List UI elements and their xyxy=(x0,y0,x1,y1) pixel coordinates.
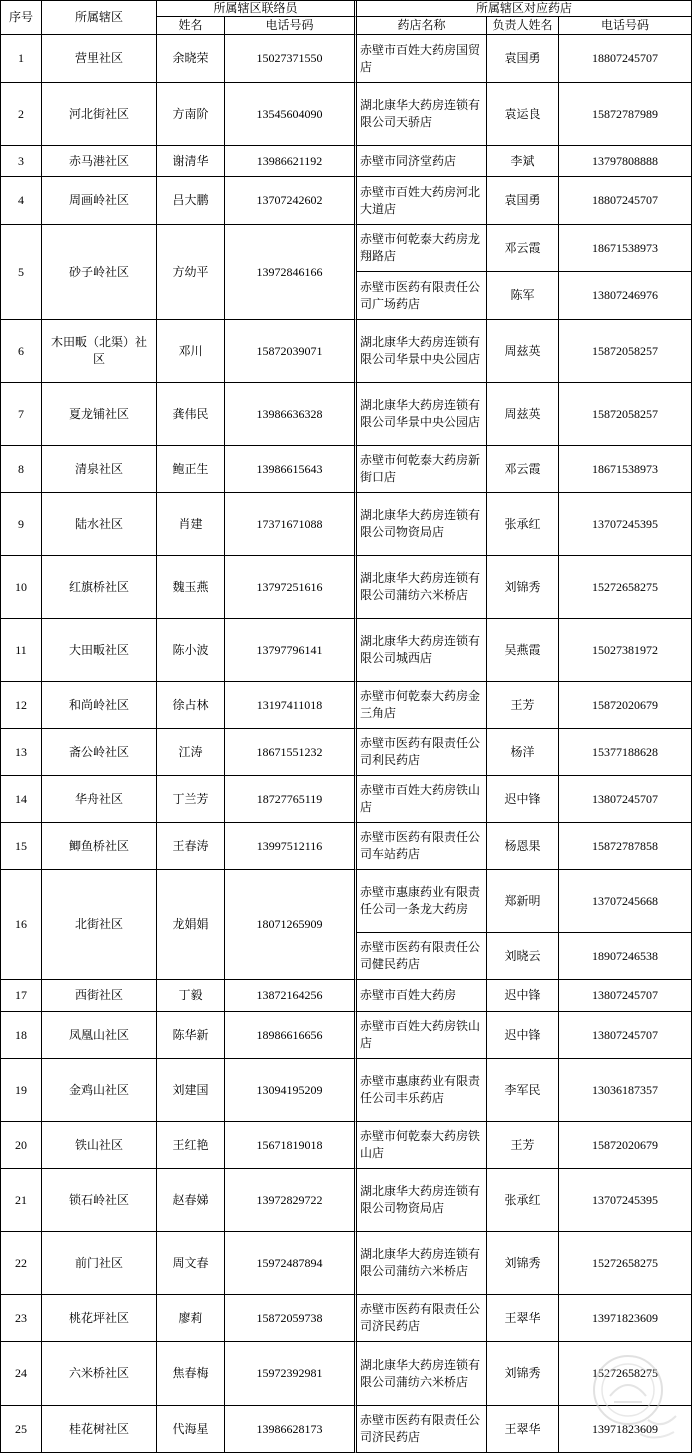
liaison-name: 鲍正生 xyxy=(157,446,225,493)
pharmacy-manager: 袁国勇 xyxy=(487,177,559,225)
row-number: 15 xyxy=(1,823,42,870)
pharmacy-phone: 15872058257 xyxy=(559,383,692,446)
liaison-phone: 13197411018 xyxy=(225,682,357,729)
row-number: 23 xyxy=(1,1295,42,1342)
liaison-name: 余晓荣 xyxy=(157,35,225,83)
liaison-name: 周文春 xyxy=(157,1232,225,1295)
district-name: 夏龙铺社区 xyxy=(42,383,157,446)
district-name: 大田畈社区 xyxy=(42,619,157,682)
liaison-name: 陈华新 xyxy=(157,1012,225,1059)
liaison-phone: 13997512116 xyxy=(225,823,357,870)
pharmacy-name: 湖北康华大药房连锁有限公司华景中央公园店 xyxy=(357,320,487,383)
pharmacy-manager: 郑新明 xyxy=(487,870,559,933)
liaison-phone: 18671551232 xyxy=(225,729,357,776)
pharmacy-name: 赤壁市百姓大药房 xyxy=(357,980,487,1012)
pharmacy-name: 赤壁市何乾泰大药房铁山店 xyxy=(357,1122,487,1169)
pharmacy-phone: 13971823609 xyxy=(559,1295,692,1342)
pharmacy-manager: 李斌 xyxy=(487,146,559,177)
liaison-phone: 15872059738 xyxy=(225,1295,357,1342)
liaison-phone: 18071265909 xyxy=(225,870,357,980)
liaison-name: 王春涛 xyxy=(157,823,225,870)
pharmacy-name: 赤壁市惠康药业有限责任公司一条龙大药房 xyxy=(357,870,487,933)
liaison-name: 王红艳 xyxy=(157,1122,225,1169)
row-number: 2 xyxy=(1,83,42,146)
liaison-phone: 13972829722 xyxy=(225,1169,357,1232)
pharmacy-manager: 王芳 xyxy=(487,682,559,729)
liaison-phone: 13986636328 xyxy=(225,383,357,446)
pharmacy-name: 赤壁市百姓大药房国贸店 xyxy=(357,35,487,83)
district-name: 六米桥社区 xyxy=(42,1342,157,1406)
row-number: 11 xyxy=(1,619,42,682)
liaison-phone: 15671819018 xyxy=(225,1122,357,1169)
pharmacy-phone: 13807246976 xyxy=(559,272,692,320)
pharmacy-manager: 迟中锋 xyxy=(487,980,559,1012)
liaison-phone: 13707242602 xyxy=(225,177,357,225)
district-name: 北街社区 xyxy=(42,870,157,980)
liaison-name: 肖建 xyxy=(157,493,225,556)
header-liaison-group: 所属辖区联络员 xyxy=(157,1,357,17)
pharmacy-manager: 刘锦秀 xyxy=(487,556,559,619)
district-name: 华舟社区 xyxy=(42,776,157,823)
district-name: 清泉社区 xyxy=(42,446,157,493)
pharmacy-name: 湖北康华大药房连锁有限公司蒲纺六米桥店 xyxy=(357,1232,487,1295)
pharmacy-manager: 张承红 xyxy=(487,1169,559,1232)
pharmacy-manager: 迟中锋 xyxy=(487,1012,559,1059)
pharmacy-phone: 18807245707 xyxy=(559,35,692,83)
liaison-name: 徐占林 xyxy=(157,682,225,729)
pharmacy-name: 赤壁市医药有限责任公司济民药店 xyxy=(357,1406,487,1453)
district-name: 河北街社区 xyxy=(42,83,157,146)
pharmacy-phone: 15872020679 xyxy=(559,1122,692,1169)
pharmacy-name: 湖北康华大药房连锁有限公司物资局店 xyxy=(357,1169,487,1232)
district-name: 凤凰山社区 xyxy=(42,1012,157,1059)
district-name: 红旗桥社区 xyxy=(42,556,157,619)
liaison-phone: 15972392981 xyxy=(225,1342,357,1406)
liaison-name: 丁兰芳 xyxy=(157,776,225,823)
liaison-name: 赵春娣 xyxy=(157,1169,225,1232)
pharmacy-manager: 刘晓云 xyxy=(487,933,559,980)
pharmacy-manager: 杨恩果 xyxy=(487,823,559,870)
liaison-phone: 13986621192 xyxy=(225,146,357,177)
pharmacy-phone: 13807245707 xyxy=(559,980,692,1012)
liaison-name: 方幼平 xyxy=(157,225,225,320)
pharmacy-manager: 李军民 xyxy=(487,1059,559,1122)
pharmacy-phone: 18807245707 xyxy=(559,177,692,225)
row-number: 24 xyxy=(1,1342,42,1406)
pharmacy-phone: 15872020679 xyxy=(559,682,692,729)
district-name: 砂子岭社区 xyxy=(42,225,157,320)
pharmacy-manager: 张承红 xyxy=(487,493,559,556)
pharmacy-manager: 袁国勇 xyxy=(487,35,559,83)
header-district: 所属辖区 xyxy=(42,1,157,35)
pharmacy-name: 湖北康华大药房连锁有限公司蒲纺六米桥店 xyxy=(357,1342,487,1406)
liaison-name: 龚伟民 xyxy=(157,383,225,446)
pharmacy-manager: 吴燕霞 xyxy=(487,619,559,682)
pharmacy-phone: 13707245395 xyxy=(559,1169,692,1232)
pharmacy-manager: 刘锦秀 xyxy=(487,1232,559,1295)
liaison-phone: 18727765119 xyxy=(225,776,357,823)
district-name: 鲫鱼桥社区 xyxy=(42,823,157,870)
row-number: 9 xyxy=(1,493,42,556)
header-liaison-name: 姓名 xyxy=(157,17,225,35)
header-pharmacy-group: 所属辖区对应药店 xyxy=(357,1,692,17)
header-index: 序号 xyxy=(1,1,42,35)
row-number: 22 xyxy=(1,1232,42,1295)
pharmacy-manager: 周兹英 xyxy=(487,383,559,446)
row-number: 3 xyxy=(1,146,42,177)
district-name: 金鸡山社区 xyxy=(42,1059,157,1122)
liaison-name: 谢清华 xyxy=(157,146,225,177)
liaison-name: 廖莉 xyxy=(157,1295,225,1342)
pharmacy-phone: 13707245395 xyxy=(559,493,692,556)
pharmacy-name: 湖北康华大药房连锁有限公司天骄店 xyxy=(357,83,487,146)
pharmacy-name: 湖北康华大药房连锁有限公司华景中央公园店 xyxy=(357,383,487,446)
pharmacy-manager: 杨洋 xyxy=(487,729,559,776)
pharmacy-name: 湖北康华大药房连锁有限公司物资局店 xyxy=(357,493,487,556)
pharmacy-manager: 王翠华 xyxy=(487,1295,559,1342)
pharmacy-phone: 13971823609 xyxy=(559,1406,692,1453)
row-number: 1 xyxy=(1,35,42,83)
row-number: 13 xyxy=(1,729,42,776)
pharmacy-name: 赤壁市百姓大药房铁山店 xyxy=(357,776,487,823)
liaison-name: 方南阶 xyxy=(157,83,225,146)
liaison-name: 焦春梅 xyxy=(157,1342,225,1406)
liaison-phone: 17371671088 xyxy=(225,493,357,556)
pharmacy-manager: 王芳 xyxy=(487,1122,559,1169)
pharmacy-name: 赤壁市何乾泰大药房新街口店 xyxy=(357,446,487,493)
liaison-phone: 13094195209 xyxy=(225,1059,357,1122)
district-name: 铁山社区 xyxy=(42,1122,157,1169)
pharmacy-name: 赤壁市医药有限责任公司利民药店 xyxy=(357,729,487,776)
district-name: 前门社区 xyxy=(42,1232,157,1295)
liaison-name: 吕大鹏 xyxy=(157,177,225,225)
district-name: 周画岭社区 xyxy=(42,177,157,225)
row-number: 14 xyxy=(1,776,42,823)
row-number: 12 xyxy=(1,682,42,729)
pharmacy-name: 赤壁市百姓大药房河北大道店 xyxy=(357,177,487,225)
pharmacy-name: 赤壁市医药有限责任公司健民药店 xyxy=(357,933,487,980)
district-name: 营里社区 xyxy=(42,35,157,83)
liaison-name: 陈小波 xyxy=(157,619,225,682)
pharmacy-manager: 王翠华 xyxy=(487,1406,559,1453)
district-name: 锁石岭社区 xyxy=(42,1169,157,1232)
pharmacy-phone: 18671538973 xyxy=(559,225,692,272)
pharmacy-phone: 15872787989 xyxy=(559,83,692,146)
district-name: 木田畈（北渠）社区 xyxy=(42,320,157,383)
pharmacy-name: 赤壁市惠康药业有限责任公司丰乐药店 xyxy=(357,1059,487,1122)
row-number: 16 xyxy=(1,870,42,980)
district-name: 和尚岭社区 xyxy=(42,682,157,729)
pharmacy-manager: 邓云霞 xyxy=(487,446,559,493)
row-number: 4 xyxy=(1,177,42,225)
liaison-phone: 15972487894 xyxy=(225,1232,357,1295)
liaison-phone: 13986615643 xyxy=(225,446,357,493)
pharmacy-manager: 袁运良 xyxy=(487,83,559,146)
pharmacy-phone: 15027381972 xyxy=(559,619,692,682)
header-pharmacy-name: 药店名称 xyxy=(357,17,487,35)
liaison-name: 邓川 xyxy=(157,320,225,383)
liaison-name: 丁毅 xyxy=(157,980,225,1012)
district-name: 桃花坪社区 xyxy=(42,1295,157,1342)
district-name: 西街社区 xyxy=(42,980,157,1012)
pharmacy-phone: 13707245668 xyxy=(559,870,692,933)
row-number: 25 xyxy=(1,1406,42,1453)
pharmacy-phone: 18907246538 xyxy=(559,933,692,980)
liaison-phone: 13972846166 xyxy=(225,225,357,320)
pharmacy-phone: 18671538973 xyxy=(559,446,692,493)
row-number: 21 xyxy=(1,1169,42,1232)
liaison-name: 代海星 xyxy=(157,1406,225,1453)
pharmacy-manager: 邓云霞 xyxy=(487,225,559,272)
pharmacy-name: 赤壁市何乾泰大药房金三角店 xyxy=(357,682,487,729)
header-pharmacy-phone: 电话号码 xyxy=(559,17,692,35)
row-number: 10 xyxy=(1,556,42,619)
liaison-phone: 13986628173 xyxy=(225,1406,357,1453)
pharmacy-name: 赤壁市同济堂药店 xyxy=(357,146,487,177)
row-number: 17 xyxy=(1,980,42,1012)
liaison-phone: 15872039071 xyxy=(225,320,357,383)
district-name: 陆水社区 xyxy=(42,493,157,556)
pharmacy-name: 赤壁市医药有限责任公司济民药店 xyxy=(357,1295,487,1342)
pharmacy-name: 赤壁市医药有限责任公司车站药店 xyxy=(357,823,487,870)
liaison-name: 魏玉燕 xyxy=(157,556,225,619)
liaison-phone: 13797796141 xyxy=(225,619,357,682)
row-number: 19 xyxy=(1,1059,42,1122)
header-liaison-phone: 电话号码 xyxy=(225,17,357,35)
liaison-name: 龙娟娟 xyxy=(157,870,225,980)
liaison-phone: 18986616656 xyxy=(225,1012,357,1059)
row-number: 8 xyxy=(1,446,42,493)
pharmacy-name: 湖北康华大药房连锁有限公司城西店 xyxy=(357,619,487,682)
pharmacy-phone: 15272658275 xyxy=(559,1342,692,1406)
pharmacy-name: 湖北康华大药房连锁有限公司蒲纺六米桥店 xyxy=(357,556,487,619)
row-number: 5 xyxy=(1,225,42,320)
row-number: 7 xyxy=(1,383,42,446)
liaison-phone: 13872164256 xyxy=(225,980,357,1012)
pharmacy-manager: 刘锦秀 xyxy=(487,1342,559,1406)
district-name: 桂花树社区 xyxy=(42,1406,157,1453)
pharmacy-phone: 15377188628 xyxy=(559,729,692,776)
row-number: 18 xyxy=(1,1012,42,1059)
pharmacy-phone: 15272658275 xyxy=(559,1232,692,1295)
pharmacy-name: 赤壁市何乾泰大药房龙翔路店 xyxy=(357,225,487,272)
pharmacy-phone: 13807245707 xyxy=(559,776,692,823)
pharmacy-name: 赤壁市百姓大药房铁山店 xyxy=(357,1012,487,1059)
pharmacy-phone: 15872787858 xyxy=(559,823,692,870)
pharmacy-phone: 15272658275 xyxy=(559,556,692,619)
header-manager-name: 负责人姓名 xyxy=(487,17,559,35)
row-number: 20 xyxy=(1,1122,42,1169)
pharmacy-manager: 陈军 xyxy=(487,272,559,320)
district-name: 斋公岭社区 xyxy=(42,729,157,776)
pharmacy-phone: 15872058257 xyxy=(559,320,692,383)
pharmacy-manager: 迟中锋 xyxy=(487,776,559,823)
liaison-phone: 15027371550 xyxy=(225,35,357,83)
liaison-name: 刘建国 xyxy=(157,1059,225,1122)
liaison-phone: 13545604090 xyxy=(225,83,357,146)
liaison-phone: 13797251616 xyxy=(225,556,357,619)
pharmacy-manager: 周兹英 xyxy=(487,320,559,383)
pharmacy-phone: 13797808888 xyxy=(559,146,692,177)
liaison-name: 江涛 xyxy=(157,729,225,776)
pharmacy-name: 赤壁市医药有限责任公司广场药店 xyxy=(357,272,487,320)
pharmacy-phone: 13036187357 xyxy=(559,1059,692,1122)
row-number: 6 xyxy=(1,320,42,383)
district-name: 赤马港社区 xyxy=(42,146,157,177)
pharmacy-phone: 13807245707 xyxy=(559,1012,692,1059)
